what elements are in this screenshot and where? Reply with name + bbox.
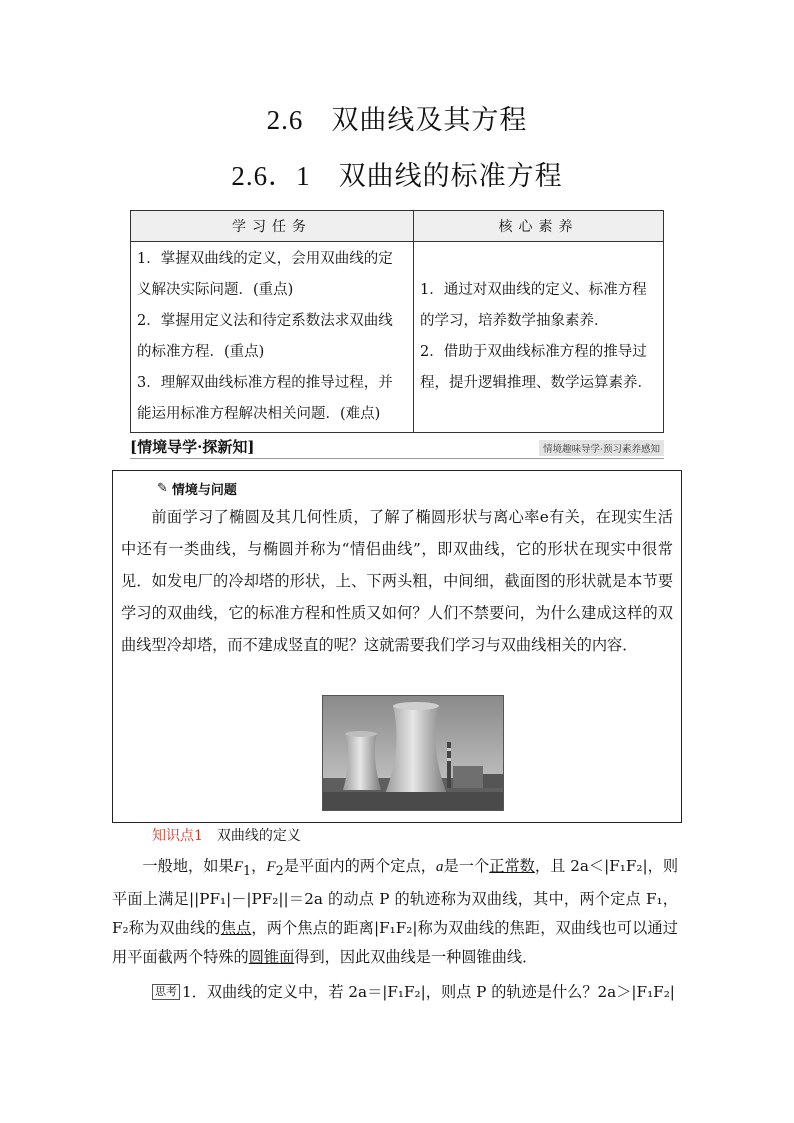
subsection-title-text: 双曲线的标准方程 xyxy=(338,161,563,192)
header-tasks: 学习任务 xyxy=(131,211,414,242)
situation-section-header xyxy=(130,436,664,459)
definition-text: ，两个焦点的距离|F₁F₂|称为双曲线的焦距，双曲线也可以通过用平面截两个特殊的 xyxy=(112,919,678,967)
knowledge-point-title: 双曲线的定义 xyxy=(216,828,301,844)
situation-tag: 情境趣味导学·预习素养感知 xyxy=(539,440,664,456)
task-item: 3．理解双曲线标准方程的推导过程，并能运用标准方程解决相关问题．(难点) xyxy=(137,375,393,422)
section-number: 2.6 xyxy=(266,105,304,135)
tasks-cell xyxy=(131,242,414,433)
cooling-tower-image xyxy=(323,696,503,810)
definition-paragraph xyxy=(112,852,678,972)
symbol-sub: 1 xyxy=(243,863,252,879)
definition-text: 是平面内的两个定点， xyxy=(283,857,436,875)
section-title xyxy=(0,98,794,137)
think-text: 1．双曲线的定义中，若 2a＝|F₁F₂|，则点 P 的轨迹是什么？2a＞|F₁F₂| xyxy=(182,983,675,1001)
think-tag: 思考 xyxy=(152,984,180,1000)
symbol-f2: F xyxy=(266,858,276,875)
definition-text: 得到，因此双曲线是一种圆锥曲线． xyxy=(294,948,538,967)
situation-title: [情境导学·探新知] xyxy=(130,438,255,456)
think-question xyxy=(152,979,682,1005)
symbol-a: a xyxy=(435,858,444,875)
term-cone-surface: 圆锥面 xyxy=(248,948,295,967)
symbol-sub: 2 xyxy=(275,863,284,879)
situation-text: 前面学习了椭圆及其几何性质，了解了椭圆形状与离心率e有关，在现实生活中还有一类曲线，与椭圆并称为“情侣曲线”，即双曲线，它的形状在现实中很常见．如发电厂的冷却塔的形状，上、下两头粗，中间细，截面图的形状就是本节要学习的双曲线，它的标准方程和性质又如何？人们不禁要问，为什么建成这样的双曲线型冷却塔，而不建成竖直的呢？这就需要我们学习与双曲线相关的内容． xyxy=(121,508,673,654)
literacy-item: 1．通过对双曲线的定义、标准方程的学习，培养数学抽象素养． xyxy=(420,282,647,329)
cooling-tower-photo xyxy=(322,695,504,811)
literacy-item: 2．借助于双曲线标准方程的推导过程，提升逻辑推理、数学运算素养． xyxy=(420,344,652,391)
section-title-text: 双曲线及其方程 xyxy=(331,105,528,136)
term-focus: 焦点 xyxy=(220,919,252,938)
situation-label xyxy=(157,479,237,498)
literacy-cell xyxy=(414,242,664,433)
learning-goals-table xyxy=(130,210,664,433)
definition-text: ， xyxy=(251,857,267,875)
definition-text: 是一个 xyxy=(443,857,490,875)
definition-text: ，且 2a＜|F₁F₂|，则平面上满足||PF₁|－|PF₂||＝2a 的动点 P 的轨迹称为双曲线，其中，两个定点 F₁，F₂称为双曲线的 xyxy=(112,857,679,938)
header-literacy: 核心素养 xyxy=(414,211,664,242)
subsection-number: 2.6．1 xyxy=(231,161,311,191)
knowledge-point-heading xyxy=(152,825,301,845)
subsection-title xyxy=(0,154,794,193)
symbol-f1: F xyxy=(233,858,243,875)
term-positive-constant: 正常数 xyxy=(489,857,535,875)
situation-box xyxy=(112,470,682,823)
knowledge-point-number: 知识点1 xyxy=(152,828,203,844)
task-item: 1．掌握双曲线的定义，会用双曲线的定义解决实际问题．(重点) xyxy=(137,251,393,298)
pen-icon: ✎ xyxy=(157,481,168,496)
task-item: 2．掌握用定义法和待定系数法求双曲线的标准方程．(重点) xyxy=(137,313,393,360)
definition-text: 一般地，如果 xyxy=(142,857,234,875)
situation-label-text: 情境与问题 xyxy=(171,483,237,498)
